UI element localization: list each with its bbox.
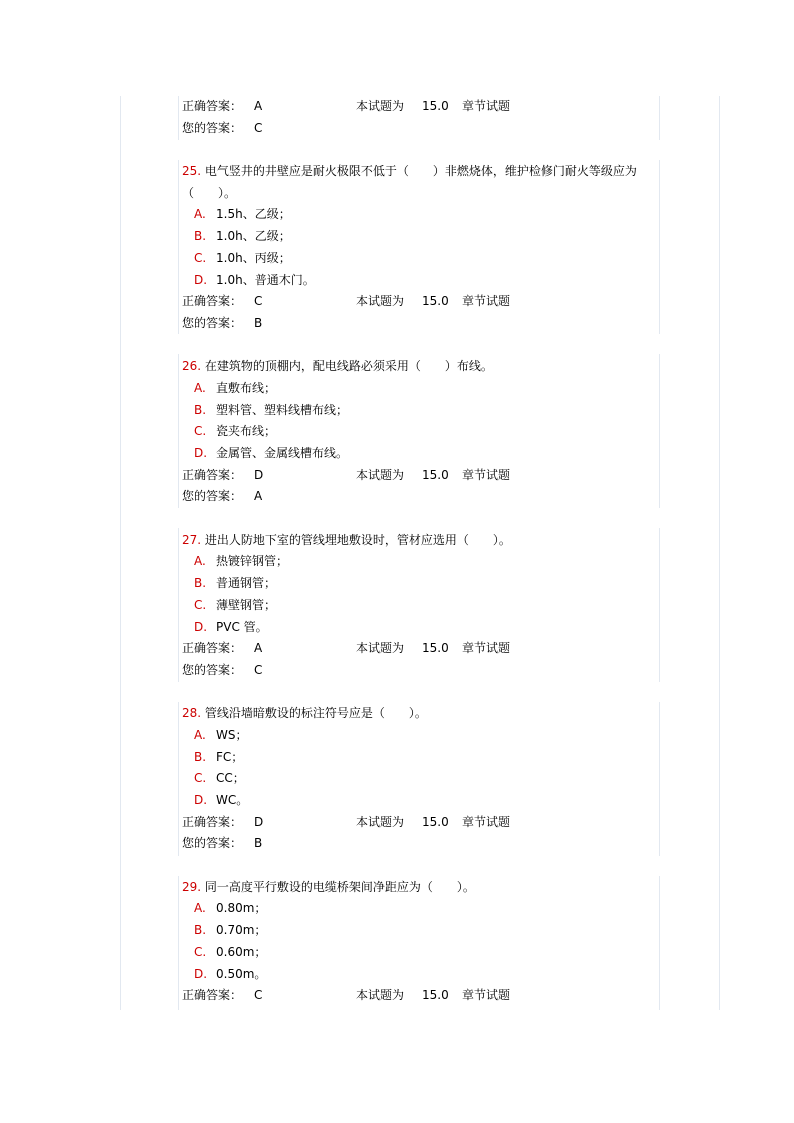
correct-answer-label: 正确答案： [182, 99, 243, 113]
left-border-line [120, 96, 121, 1010]
correct-answer-value: A [254, 641, 263, 656]
option-a: A. 0.80m； [194, 901, 267, 916]
block-border-left [178, 160, 179, 334]
your-answer-row: 您的答案： C [182, 660, 660, 682]
question-text [182, 530, 660, 552]
question-number: 28. [182, 706, 202, 721]
question-body: 进出人防地下室的管线埋地敷设时，管材应选用（ ）。 [204, 532, 511, 547]
option-c: C. 瓷夹布线； [194, 424, 277, 439]
option-d: D. PVC 管。 [194, 619, 268, 634]
correct-answer-row [182, 96, 660, 118]
correct-answer-value: D [254, 467, 264, 482]
question-number: 26. [182, 359, 202, 374]
score-value: 15.0 [422, 814, 449, 829]
option-b: B. 塑料管、塑料线槽布线； [194, 402, 349, 417]
question-body: 电气竖井的井壁应是耐火极限不低于（ ）非燃烧体，维护检修门耐火等级应为（ ）。 [182, 164, 637, 200]
correct-answer-value: A [254, 99, 263, 113]
correct-answer-value: C [254, 988, 263, 1003]
block-border-left [178, 354, 179, 508]
your-answer-value: B [254, 315, 263, 330]
option-a: A. 1.5h、乙级； [194, 207, 291, 222]
option-c: C. 0.60m； [194, 944, 267, 959]
correct-answer-value: D [254, 814, 264, 829]
score-value: 15.0 [422, 641, 449, 656]
right-border-line [719, 96, 720, 1010]
option-c: C. 薄壁钢管； [194, 597, 277, 612]
option-d: D. 0.50m。 [194, 966, 267, 981]
your-answer-value: C [254, 120, 263, 135]
question-body: 管线沿墙暗敷设的标注符号应是（ ）。 [204, 706, 427, 721]
question-text [182, 877, 660, 899]
option-b: B. FC； [194, 749, 244, 764]
your-answer-row: 您的答案： A [182, 486, 660, 508]
option-a: A. 热镀锌钢管； [194, 554, 289, 569]
score-value: 15.0 [422, 294, 449, 309]
block-border-left [178, 528, 179, 682]
question-number: 27. [182, 532, 202, 547]
correct-answer-row: 正确答案： D 本试题为 15.0 章节试题 [182, 465, 660, 487]
your-answer-row: 您的答案： B [182, 833, 660, 855]
score-suffix: 章节试题 [462, 99, 511, 113]
option-b: B. 1.0h、乙级； [194, 229, 291, 244]
block-border-left [178, 876, 179, 1010]
option-d: D. 金属管、金属线槽布线。 [194, 446, 349, 461]
quiz-results [182, 96, 660, 1007]
block-border-left [178, 702, 179, 856]
correct-answer-row: 正确答案： C 本试题为 15.0 章节试题 [182, 291, 660, 313]
option-d: D. 1.0h、普通木门。 [194, 272, 315, 287]
option-a: A. WS； [194, 727, 248, 742]
question-number: 29. [182, 879, 202, 894]
question-text [182, 356, 660, 378]
your-answer-value: C [254, 662, 263, 677]
option-b: B. 0.70m； [194, 923, 267, 938]
option-b: B. 普通钢管； [194, 576, 277, 591]
score-label: 本试题为 [356, 99, 405, 113]
option-c: C. CC； [194, 771, 245, 786]
correct-answer-row: 正确答案： D 本试题为 15.0 章节试题 [182, 812, 660, 834]
score-value: 15.0 [422, 467, 449, 482]
option-d: D. WC。 [194, 793, 249, 808]
block-border-left [178, 96, 179, 140]
your-answer-row [182, 118, 660, 140]
your-answer-value: A [254, 489, 263, 504]
question-text [182, 703, 660, 725]
option-a: A. 直敷布线； [194, 380, 277, 395]
question-body: 在建筑物的顶棚内，配电线路必须采用（ ）布线。 [204, 359, 493, 374]
your-answer-label: 您的答案： [182, 120, 243, 135]
score-value: 15.0 [422, 988, 449, 1003]
option-c: C. 1.0h、丙级； [194, 250, 291, 265]
score-value: 15.0 [422, 99, 449, 113]
your-answer-value: B [254, 836, 263, 851]
question-text [182, 161, 660, 204]
correct-answer-row: 正确答案： A 本试题为 15.0 章节试题 [182, 638, 660, 660]
question-number: 25. [182, 164, 202, 179]
question-body: 同一高度平行敷设的电缆桥架间净距应为（ ）。 [204, 879, 475, 894]
correct-answer-value: C [254, 294, 263, 309]
correct-answer-row: 正确答案： C 本试题为 15.0 章节试题 [182, 985, 660, 1007]
your-answer-row: 您的答案： B [182, 313, 660, 335]
